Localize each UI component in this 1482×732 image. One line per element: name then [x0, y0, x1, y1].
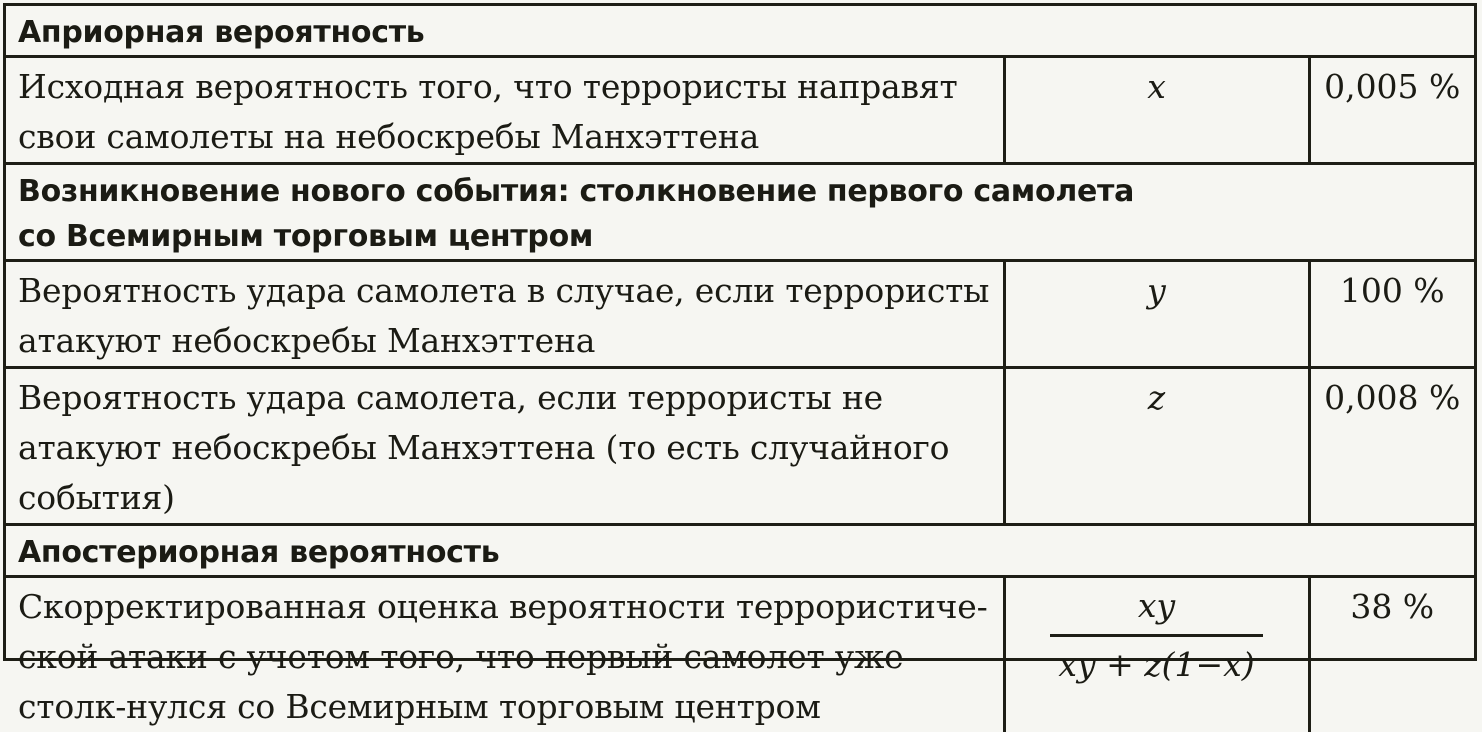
row-description: Вероятность удара самолета, если террористы не атакуют небоскребы Манхэттена (то есть случайного события): [6, 368, 1004, 525]
row-symbol: z: [1004, 368, 1309, 525]
table-row-hit-if-attack: [6, 261, 1474, 368]
section-heading-posterior: Апостериорная вероятность: [6, 525, 1474, 577]
fraction-bar: [1050, 634, 1262, 637]
section-row-new-event: [6, 164, 1474, 261]
section-heading-new-event: Возникновение нового события: столкновение первого самолета со Всемирным торговым центром: [6, 164, 1474, 261]
row-description: Исходная вероятность того, что террористы направят свои самолеты на небоскребы Манхэттена: [6, 57, 1004, 164]
probability-table-frame: [3, 3, 1477, 661]
row-value: 0,008 %: [1309, 368, 1474, 525]
row-description: Вероятность удара самолета в случае, если террористы атакуют небоскребы Манхэттена: [6, 261, 1004, 368]
row-value: 38 %: [1309, 577, 1474, 732]
row-symbol: x: [1004, 57, 1309, 164]
table-row-initial-probability: [6, 57, 1474, 164]
section-row-prior: [6, 6, 1474, 57]
bayes-formula: [1050, 584, 1262, 687]
row-value: 0,005 %: [1309, 57, 1474, 164]
table-row-posterior-estimate: [6, 577, 1474, 732]
row-value: 100 %: [1309, 261, 1474, 368]
row-description: Скорректированная оценка вероятности террористиче-ской атаки с учетом того, что первый самолет уже столк-нулся со Всемирным торговым центром: [6, 577, 1004, 732]
formula-denominator: xy + z(1−x): [1050, 643, 1262, 687]
section-row-posterior: [6, 525, 1474, 577]
formula-numerator: xy: [1050, 584, 1262, 634]
bayes-probability-table: [6, 6, 1474, 732]
row-formula-cell: [1004, 577, 1309, 732]
row-symbol: y: [1004, 261, 1309, 368]
table-row-hit-if-no-attack: [6, 368, 1474, 525]
section-heading-prior: Априорная вероятность: [6, 6, 1474, 57]
